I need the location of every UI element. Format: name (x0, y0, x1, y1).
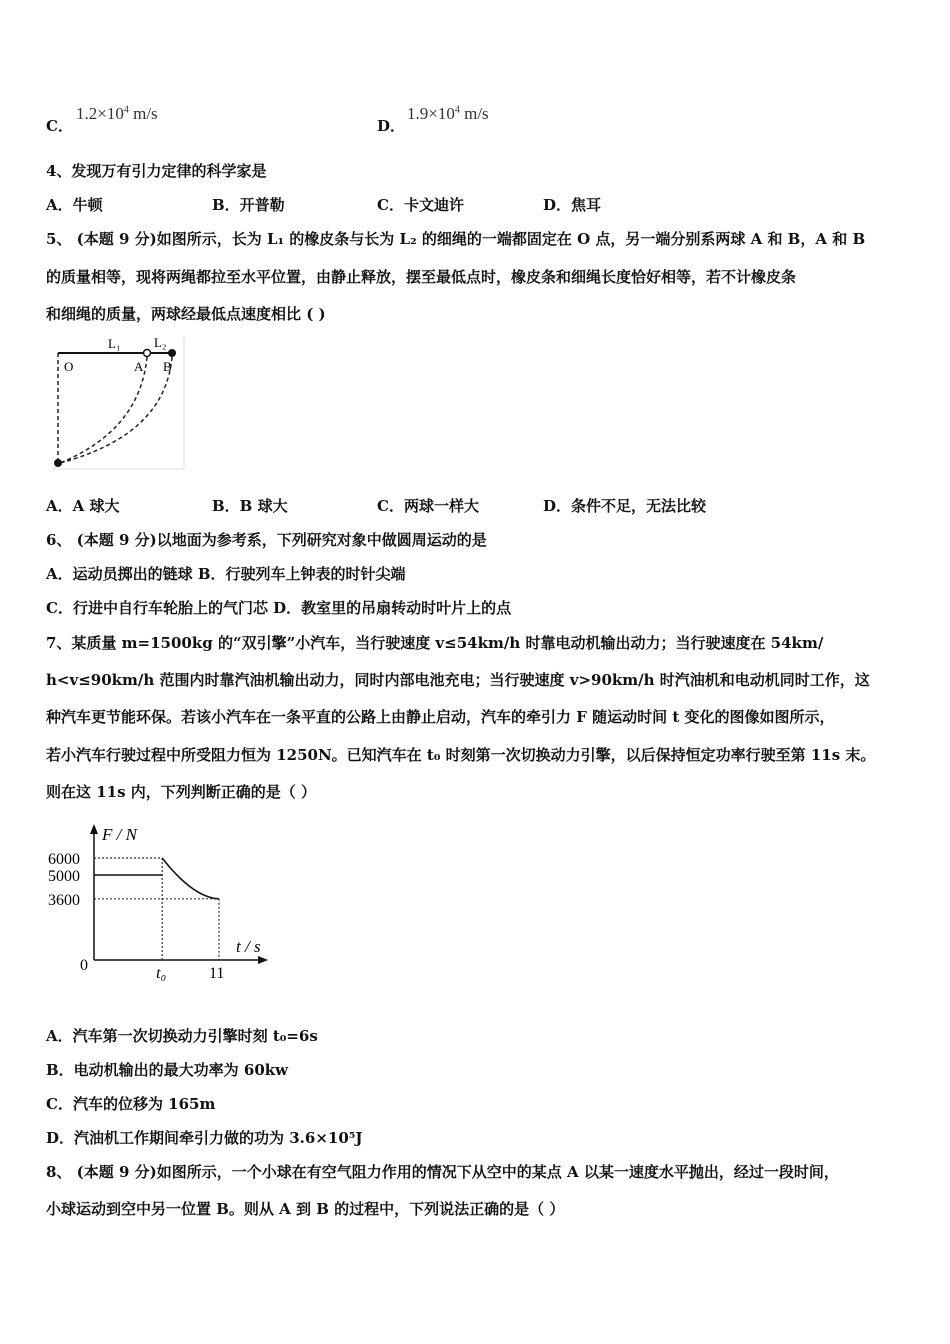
q5-option-b: B．B 球大 (212, 497, 288, 515)
q3-d-unit: m/s (464, 104, 489, 123)
q4-option-c: C．卡文迪许 (377, 196, 464, 214)
q7-option-d: D．汽油机工作期间牵引力做的功为 3.6×10⁵J (46, 1129, 363, 1147)
x-tick-label-11: 11 (209, 965, 225, 982)
q3-option-d-label: D． (377, 117, 406, 135)
origin-label: 0 (80, 957, 88, 974)
ball-b (168, 349, 176, 357)
q3-c-mantissa: 1.2 (76, 104, 98, 123)
ball-lowest (54, 459, 62, 467)
q7-option-c: C．汽车的位移为 165m (46, 1095, 216, 1113)
q7-stem-line3: 种汽车更节能环保。若该小汽车在一条平直的公路上由静止启动，汽车的牵引力 F 随运动时间 t 变化的图像如图所示， (46, 708, 835, 726)
label-o: O (64, 359, 74, 374)
q5-option-c: C．两球一样大 (377, 497, 479, 515)
q6-stem: 6、 (本题 9 分)以地面为参考系，下列研究对象中做圆周运动的是 (46, 531, 487, 549)
force-time-chart (44, 818, 274, 986)
series-power-curve (162, 858, 219, 899)
q7-stem-line1: 7、某质量 m=1500kg 的“双引擎”小汽车，当行驶速度 v≤54km/h 时靠电动机输出动力；当行驶速度在 54km/ (46, 634, 824, 652)
q5-stem-line3: 和细绳的质量，两球经最低点速度相比 ( ) (46, 305, 326, 323)
y-tick-label-5000: 5000 (48, 868, 80, 885)
q5-stem-line2: 的质量相等，现将两绳都拉至水平位置，由静止释放，摆至最低点时，橡皮条和细绳长度恰好相等，若不计橡皮条 (46, 268, 797, 286)
q4-option-d: D．焦耳 (543, 196, 602, 214)
q5-option-d: D．条件不足，无法比较 (543, 497, 707, 515)
label-b: B (163, 359, 172, 374)
q7-stem-line2: h<v≤90km/h 范围内时靠汽油机输出动力，同时内部电池充电；当行驶速度 v>90km/h 时汽油机和电动机同时工作，这 (46, 671, 870, 689)
q7-option-a: A．汽车第一次切换动力引擎时刻 t₀=6s (46, 1027, 318, 1045)
label-l1: L₁ (108, 336, 121, 351)
x-tick-label-t0: t₀ (156, 965, 167, 982)
chart-marks (48, 851, 224, 982)
q6-options-cd: C．行进中自行车轮胎上的气门芯 D．教室里的吊扇转动时叶片上的点 (46, 599, 512, 617)
q4-option-a: A．牛顿 (46, 196, 103, 214)
y-tick-label-6000: 6000 (48, 851, 80, 868)
arc-b (60, 357, 172, 463)
x-axis-label: t / s (236, 937, 261, 956)
q6-options-ab: A．运动员掷出的链球 B．行驶列车上钟表的时针尖端 (46, 565, 406, 583)
q3-d-exp: 4 (454, 104, 460, 116)
q3-option-c-label: C． (46, 117, 73, 135)
y-axis-label: F / N (102, 825, 137, 844)
q7-stem-line5: 则在这 11s 内，下列判断正确的是（ ） (46, 783, 316, 801)
ball-a (144, 350, 151, 357)
q3-option-d-formula: $1.9\times 10^4$ m/s (407, 104, 489, 123)
y-tick-label-3600: 3600 (48, 891, 80, 909)
q8-stem-line2: 小球运动到空中另一位置 B。则从 A 到 B 的过程中，下列说法正确的是（ ） (46, 1200, 565, 1218)
q5-stem-line1: 5、 (本题 9 分)如图所示，长为 L₁ 的橡皮条与长为 L₂ 的细绳的一端都固定在 O 点，另一端分别系两球 A 和 B，A 和 B (46, 230, 866, 248)
pendulum-figure (50, 335, 188, 471)
q3-c-unit: m/s (133, 104, 158, 123)
q7-option-b: B．电动机输出的最大功率为 60kw (46, 1061, 289, 1079)
q3-option-c-formula: $1.2\times 10^4$ m/s (76, 104, 158, 123)
q8-stem-line1: 8、 (本题 9 分)如图所示，一个小球在有空气阻力作用的情况下从空中的某点 A 以某一速度水平抛出，经过一段时间， (46, 1163, 839, 1181)
label-l2: L₂ (154, 335, 167, 350)
q4-stem: 4、发现万有引力定律的科学家是 (46, 162, 267, 180)
q4-option-b: B．开普勒 (212, 196, 285, 214)
q7-stem-line4: 若小汽车行驶过程中所受阻力恒为 1250N。已知汽车在 t₀ 时刻第一次切换动力引擎，以后保持恒定功率行驶至第 11s 末。 (46, 746, 876, 764)
q5-option-a: A．A 球大 (46, 497, 120, 515)
q3-d-mantissa: 1.9 (407, 104, 429, 123)
x-axis-arrow (258, 956, 268, 964)
q3-c-exp: 4 (123, 104, 129, 116)
y-axis-arrow (90, 824, 98, 834)
label-a: A (134, 359, 144, 374)
